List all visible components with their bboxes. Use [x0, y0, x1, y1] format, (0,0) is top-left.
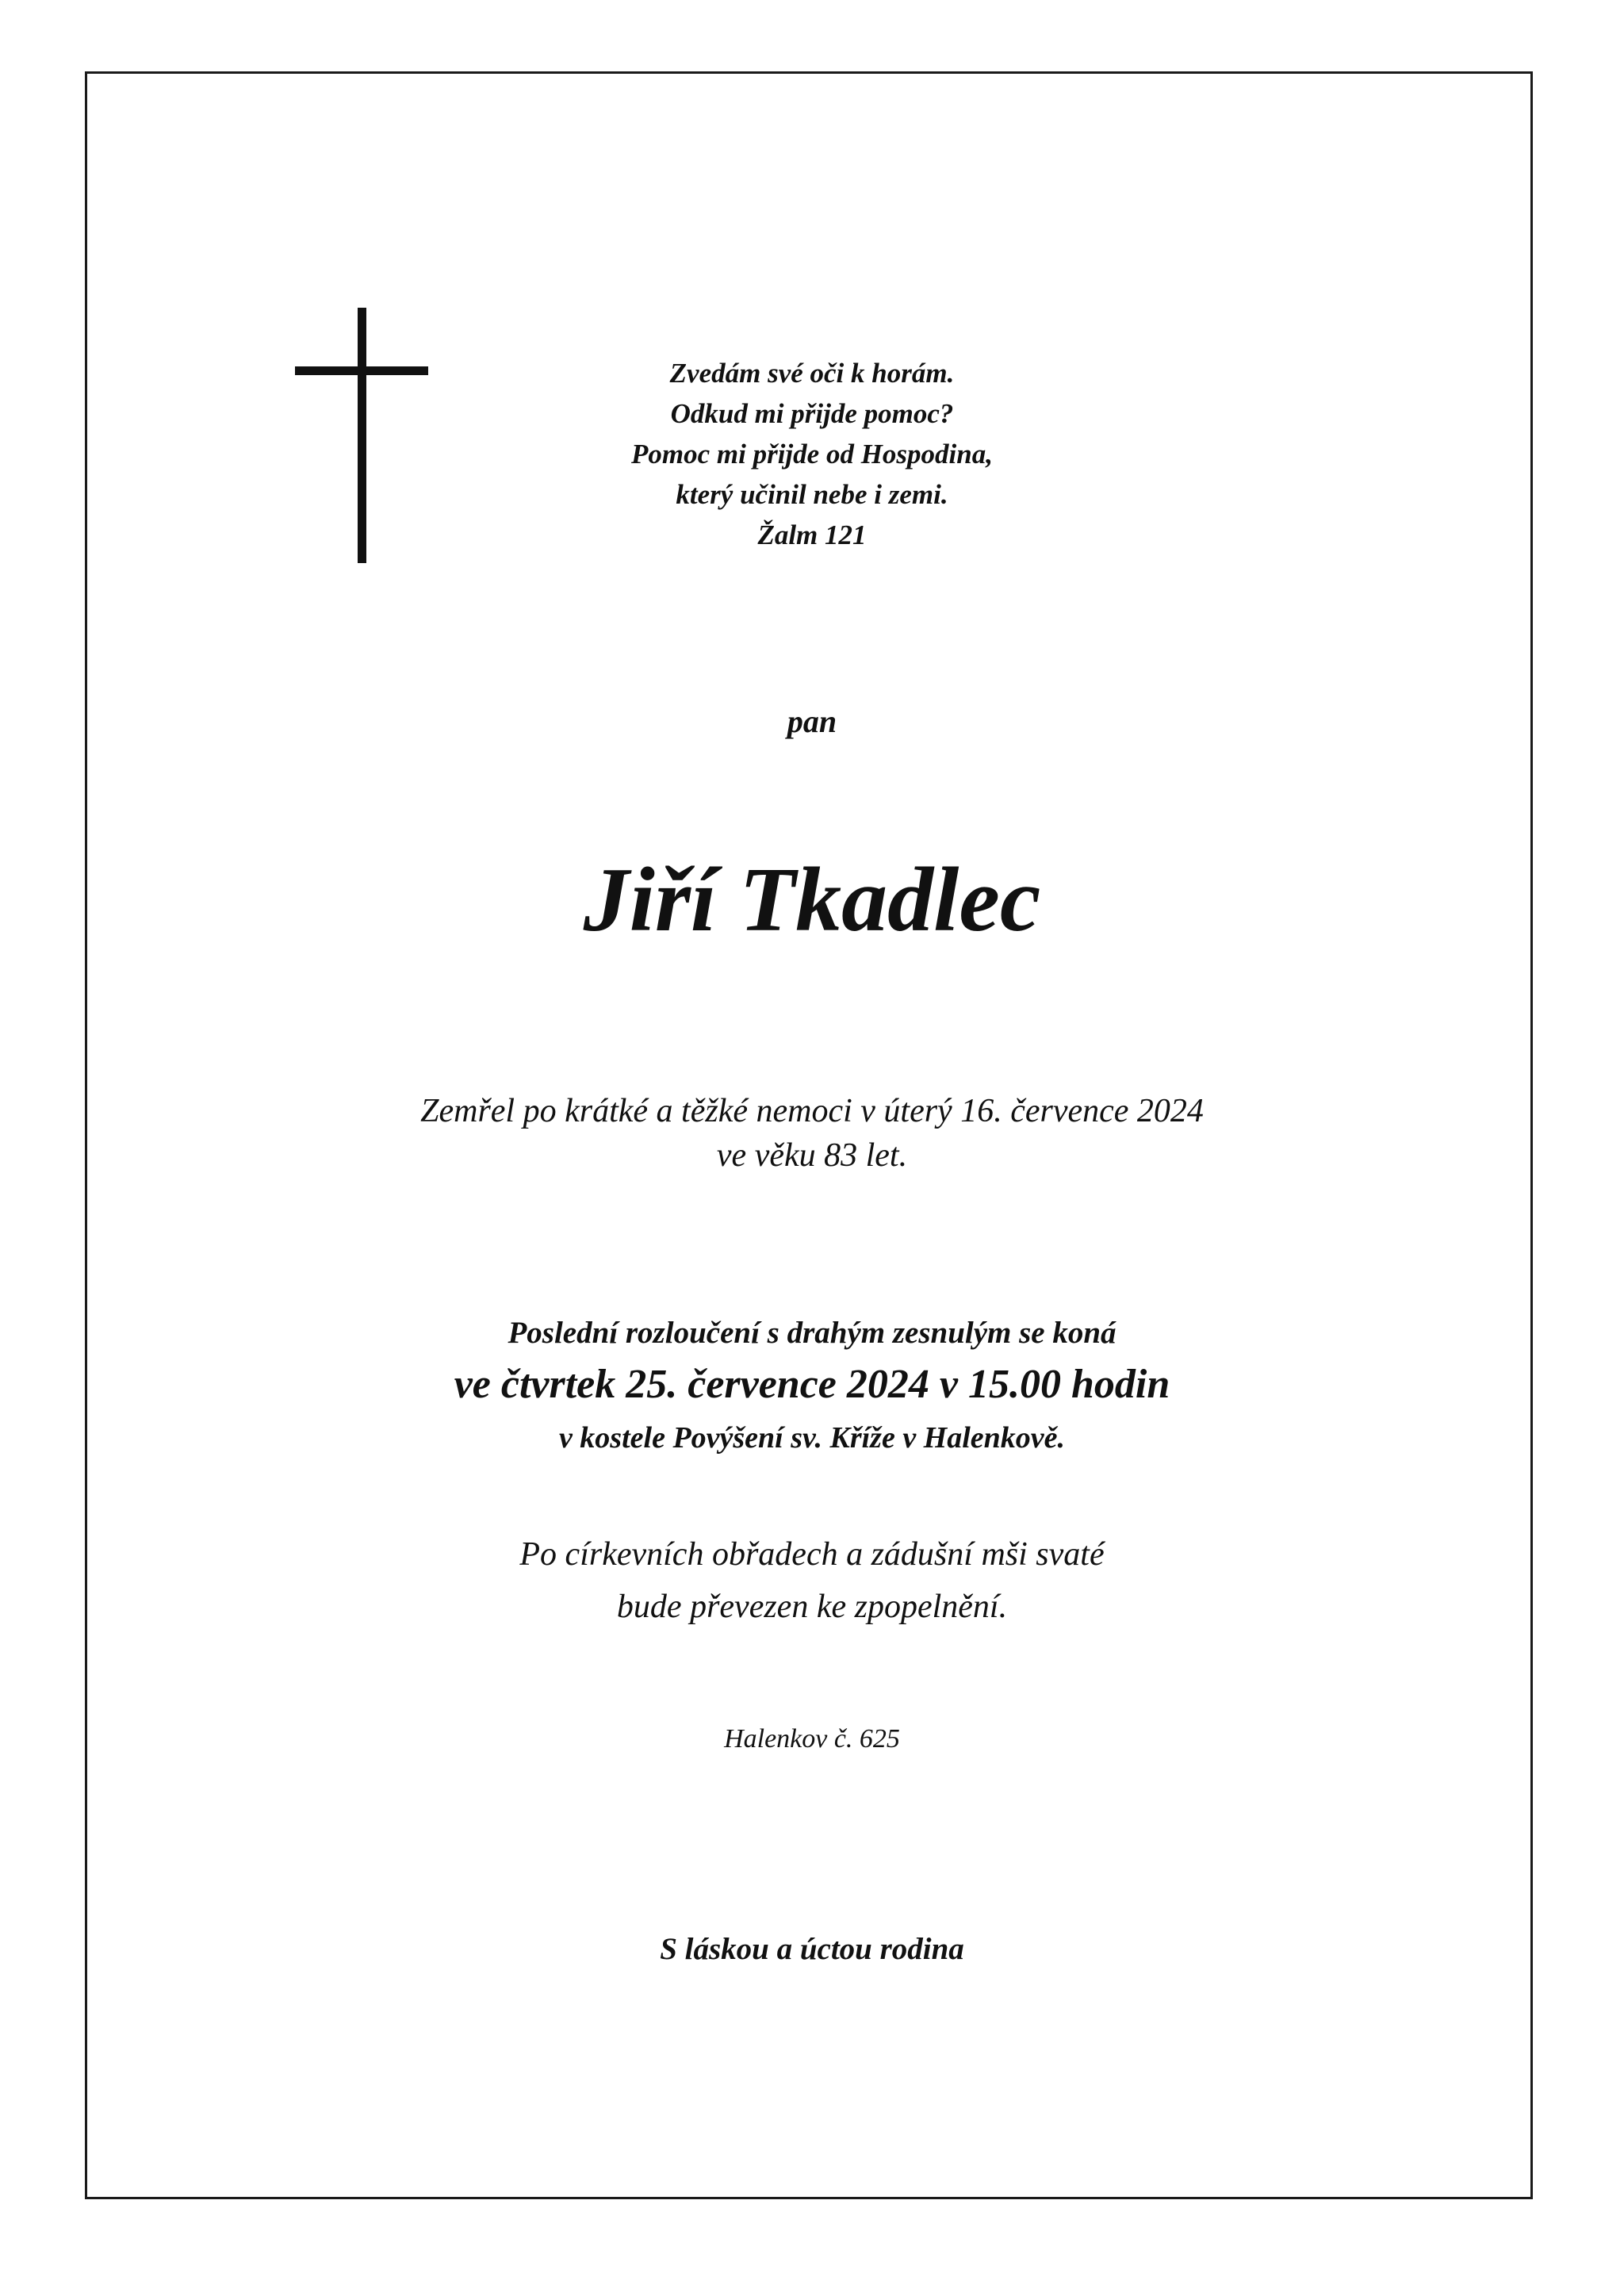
- family-signature: S láskou a úctou rodina: [660, 1932, 964, 1966]
- psalm-quote: [0, 353, 1624, 555]
- psalm-line: Zvedám své oči k horám.: [669, 358, 955, 389]
- farewell-intro: Poslední rozloučení s drahým zesnulým se koná: [508, 1316, 1116, 1350]
- salutation: pan: [787, 703, 837, 739]
- farewell-place: v kostele Povýšení sv. Kříže v Halenkově.: [558, 1421, 1066, 1455]
- death-notice-line: Zemřel po krátké a těžké nemoci v úterý 16. července 2024: [420, 1093, 1204, 1129]
- psalm-line: který učinil nebe i zemi.: [676, 479, 948, 510]
- after-ceremony-line: Po církevních obřadech a zádušní mši svaté: [519, 1536, 1105, 1573]
- psalm-reference: Žalm 121: [757, 519, 867, 550]
- after-ceremony-line: bude převezen ke zpopelnění.: [616, 1589, 1008, 1625]
- psalm-line: Pomoc mi přijde od Hospodina,: [631, 439, 993, 470]
- farewell-datetime: ve čtvrtek 25. července 2024 v 15.00 hodin: [454, 1362, 1170, 1407]
- family-address: Halenkov č. 625: [724, 1724, 900, 1754]
- death-notice: [0, 1089, 1624, 1178]
- psalm-line: Odkud mi přijde pomoc?: [670, 398, 954, 429]
- death-notice-line: ve věku 83 let.: [716, 1137, 908, 1174]
- after-ceremony-note: [0, 1528, 1624, 1633]
- deceased-name: Jiří Tkadlec: [583, 849, 1041, 951]
